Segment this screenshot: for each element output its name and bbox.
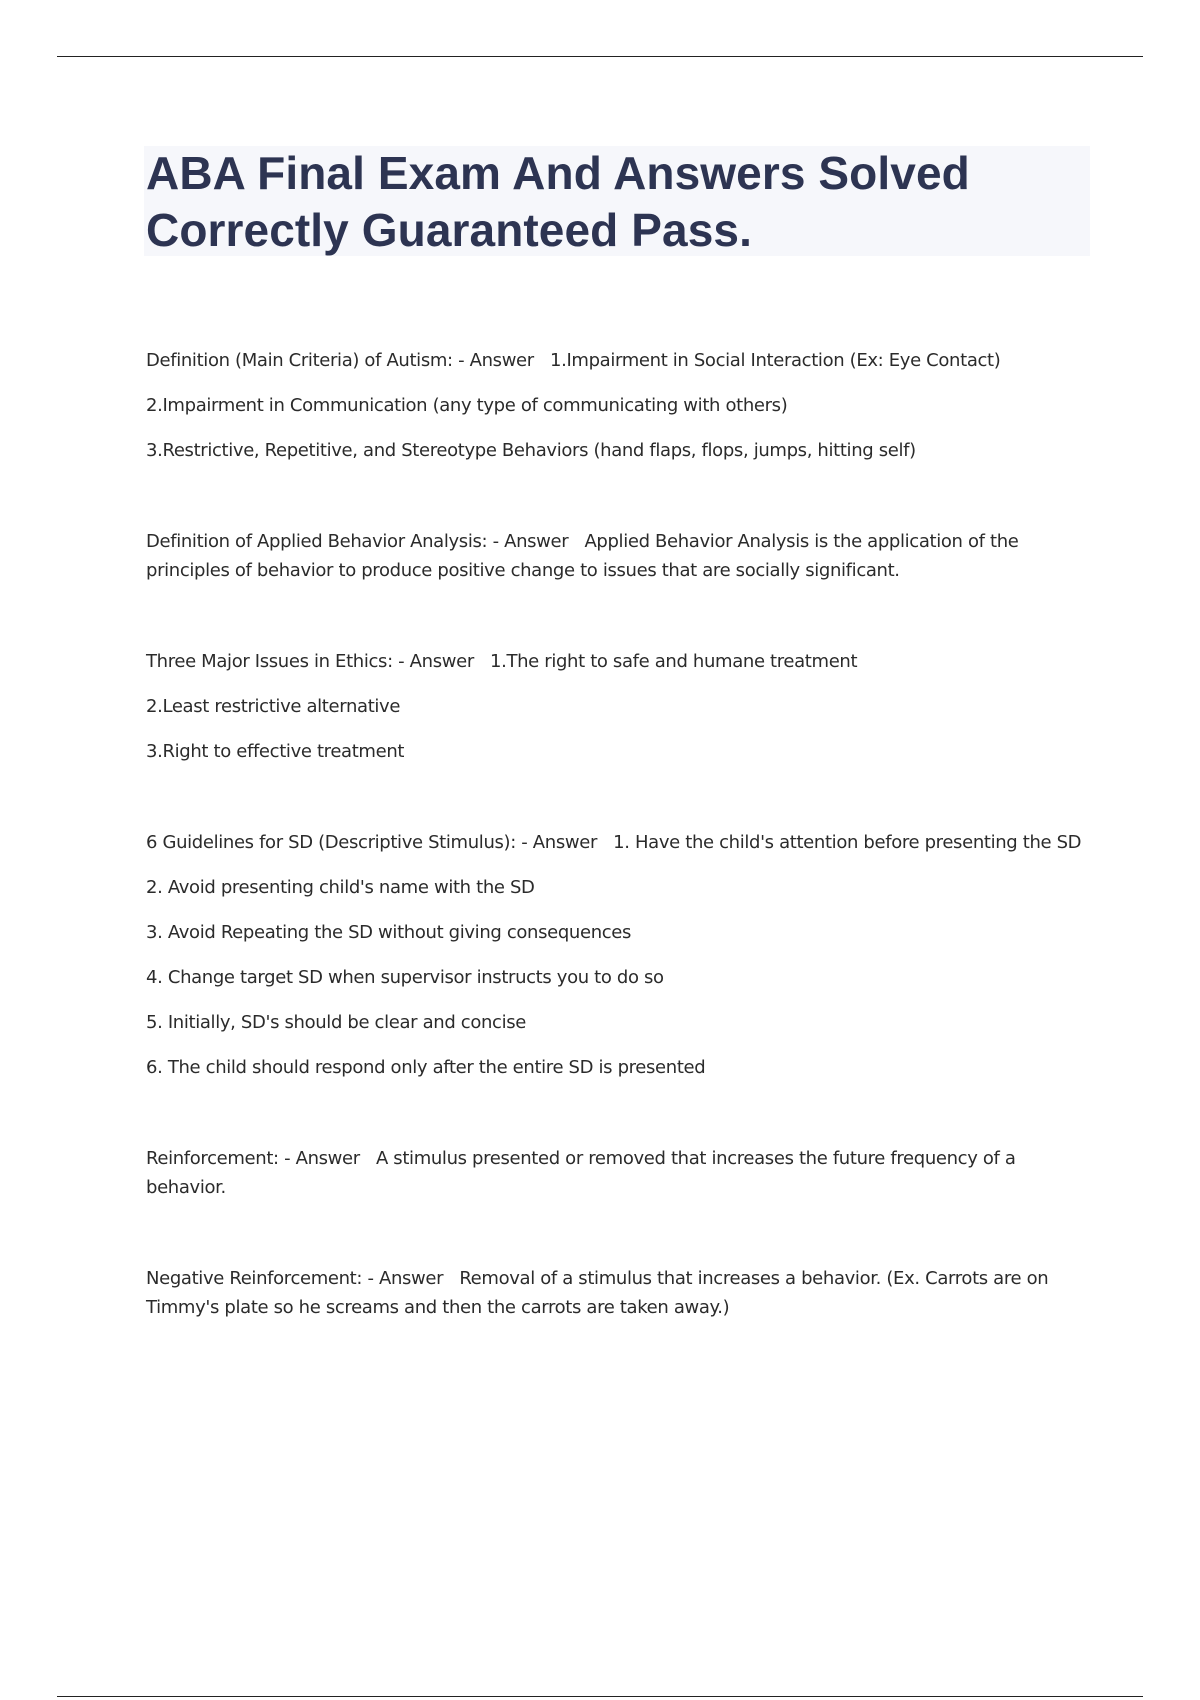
answer-line: 6. The child should respond only after the entire SD is presented xyxy=(146,1057,706,1078)
document-title: ABA Final Exam And Answers Solved Correctly Guaranteed Pass. xyxy=(146,147,970,256)
qa-autism xyxy=(146,346,1096,465)
qa-reinforcement xyxy=(146,1144,1096,1202)
qa-ethics xyxy=(146,647,1096,766)
question-text: Reinforcement: - Answer xyxy=(146,1148,360,1169)
qa-aba-definition xyxy=(146,527,1096,585)
answer-text: 1.Impairment in Social Interaction (Ex: Eye Contact) xyxy=(549,350,1001,371)
top-rule xyxy=(57,56,1143,57)
document-body xyxy=(146,346,1096,1384)
qa-negative-reinforcement xyxy=(146,1264,1096,1322)
question-text: Definition (Main Criteria) of Autism: - Answer xyxy=(146,350,534,371)
answer-line: 2.Impairment in Communication (any type of communicating with others) xyxy=(146,395,788,416)
qa-sd-guidelines xyxy=(146,828,1096,1082)
qa-first-line xyxy=(146,828,1096,857)
qa-first-line xyxy=(146,1264,1096,1322)
answer-line: 2.Least restrictive alternative xyxy=(146,696,401,717)
answer-line: 3.Right to effective treatment xyxy=(146,741,405,762)
question-text: Negative Reinforcement: - Answer xyxy=(146,1268,444,1289)
answer-text: Removal of a stimulus that increases a behavior. (Ex. Carrots are on Timmy's plate so he screams and then the carrots are taken away.) xyxy=(146,1268,1049,1318)
answer-line: 4. Change target SD when supervisor instructs you to do so xyxy=(146,967,664,988)
question-text: Three Major Issues in Ethics: - Answer xyxy=(146,651,474,672)
answer-line: 3. Avoid Repeating the SD without giving consequences xyxy=(146,922,632,943)
answer-line: 2. Avoid presenting child's name with the SD xyxy=(146,877,535,898)
qa-first-line xyxy=(146,527,1096,585)
answer-text: 1.The right to safe and humane treatment xyxy=(490,651,858,672)
question-text: Definition of Applied Behavior Analysis: - Answer xyxy=(146,531,569,552)
answer-text: Applied Behavior Analysis is the application of the principles of behavior to produce positive change to issues that are socially significant. xyxy=(146,531,1019,581)
bottom-rule xyxy=(57,1696,1143,1697)
answer-line: 5. Initially, SD's should be clear and concise xyxy=(146,1012,526,1033)
qa-first-line xyxy=(146,647,1096,676)
answer-line: 3.Restrictive, Repetitive, and Stereotype Behaviors (hand flaps, flops, jumps, hitting self) xyxy=(146,440,916,461)
answer-text: 1. Have the child's attention before presenting the SD xyxy=(613,832,1082,853)
qa-first-line xyxy=(146,1144,1096,1202)
qa-first-line xyxy=(146,346,1096,375)
answer-text: A stimulus presented or removed that increases the future frequency of a behavior. xyxy=(146,1148,1016,1198)
question-text: 6 Guidelines for SD (Descriptive Stimulus): - Answer xyxy=(146,832,597,853)
